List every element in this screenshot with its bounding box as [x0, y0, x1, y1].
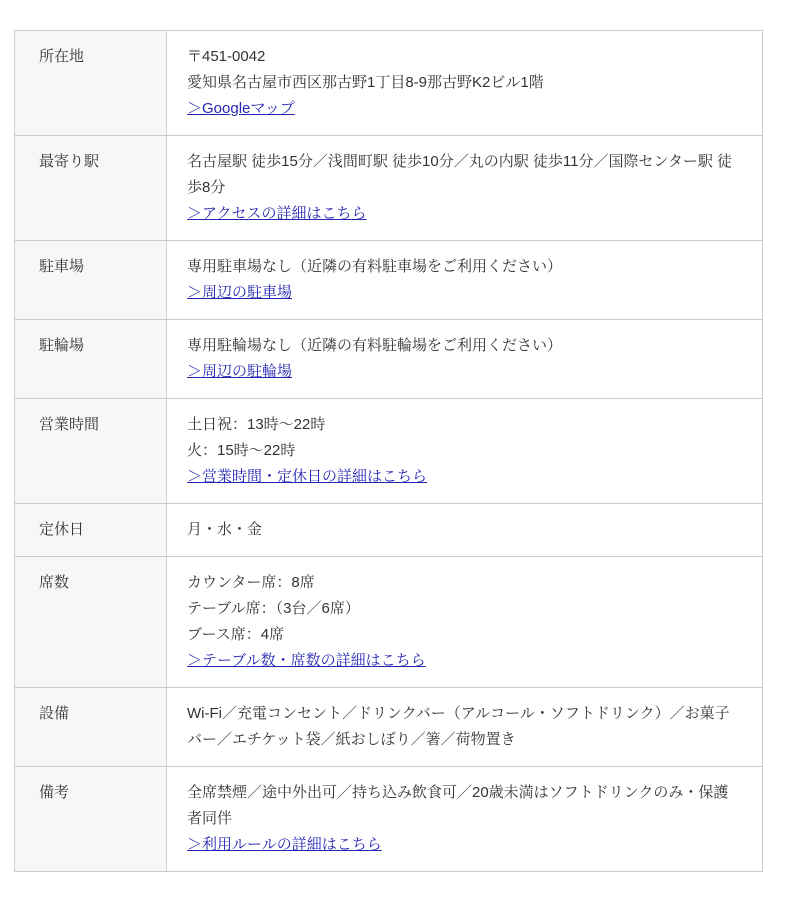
nearby-parking-link[interactable]: ＞周辺の駐車場: [187, 284, 293, 301]
parking-text: 専用駐車場なし（近隣の有料駐車場をご利用ください）: [187, 258, 563, 275]
seats-detail-link[interactable]: ＞テーブル数・席数の詳細はこちら: [187, 652, 426, 669]
row-label: 定休日: [15, 504, 167, 557]
row-parking: [15, 241, 763, 320]
google-map-link[interactable]: ＞Googleマップ: [187, 100, 295, 117]
row-value: [167, 241, 763, 320]
row-business-hours: [15, 399, 763, 504]
hours-detail-link[interactable]: ＞営業時間・定休日の詳細はこちら: [187, 468, 428, 485]
weekend-hours-text: 土日祝：13時～22時: [187, 416, 326, 433]
row-label: 営業時間: [15, 399, 167, 504]
tuesday-hours-text: 火：15時～22時: [187, 442, 296, 459]
row-address: [15, 31, 763, 136]
row-value: [167, 320, 763, 399]
access-detail-link[interactable]: ＞アクセスの詳細はこちら: [187, 205, 367, 222]
bicycle-parking-text: 専用駐輪場なし（近隣の有料駐輪場をご利用ください）: [187, 337, 563, 354]
row-closed-days: [15, 504, 763, 557]
row-value: [167, 688, 763, 767]
row-seats: [15, 557, 763, 688]
row-label: 所在地: [15, 31, 167, 136]
row-label: 備考: [15, 767, 167, 872]
row-label: 駐車場: [15, 241, 167, 320]
row-value: [167, 767, 763, 872]
store-info-table: [14, 30, 763, 872]
row-value: [167, 399, 763, 504]
booth-seats-text: ブース席：4席: [187, 626, 285, 643]
row-value: [167, 136, 763, 241]
postal-code-text: 〒451-0042: [187, 48, 266, 65]
row-value: [167, 31, 763, 136]
row-bicycle-parking: [15, 320, 763, 399]
address-text: 愛知県名古屋市西区那古野1丁目8-9那古野K2ビル1階: [187, 74, 544, 91]
row-label: 設備: [15, 688, 167, 767]
row-label: 駐輪場: [15, 320, 167, 399]
row-nearest-station: [15, 136, 763, 241]
row-value: [167, 504, 763, 557]
row-value: [167, 557, 763, 688]
row-facilities: [15, 688, 763, 767]
notes-text: 全席禁煙／途中外出可／持ち込み飲食可／20歳未満はソフトドリンクのみ・保護者同伴: [187, 784, 729, 827]
stations-text: 名古屋駅 徒歩15分／浅間町駅 徒歩10分／丸の内駅 徒歩11分／国際センター駅 徒歩8分: [187, 153, 733, 196]
row-label: 最寄り駅: [15, 136, 167, 241]
closed-days-text: 月・水・金: [187, 521, 263, 538]
table-seats-text: テーブル席：（3台／6席）: [187, 600, 360, 617]
counter-seats-text: カウンター席：8席: [187, 574, 315, 591]
row-notes: [15, 767, 763, 872]
facilities-text: Wi-Fi／充電コンセント／ドリンクバー（アルコール・ソフトドリンク）／お菓子バー／エチケット袋／紙おしぼり／箸／荷物置き: [187, 705, 730, 748]
nearby-bicycle-parking-link[interactable]: ＞周辺の駐輪場: [187, 363, 293, 380]
usage-rules-link[interactable]: ＞利用ルールの詳細はこちら: [187, 836, 382, 853]
row-label: 席数: [15, 557, 167, 688]
